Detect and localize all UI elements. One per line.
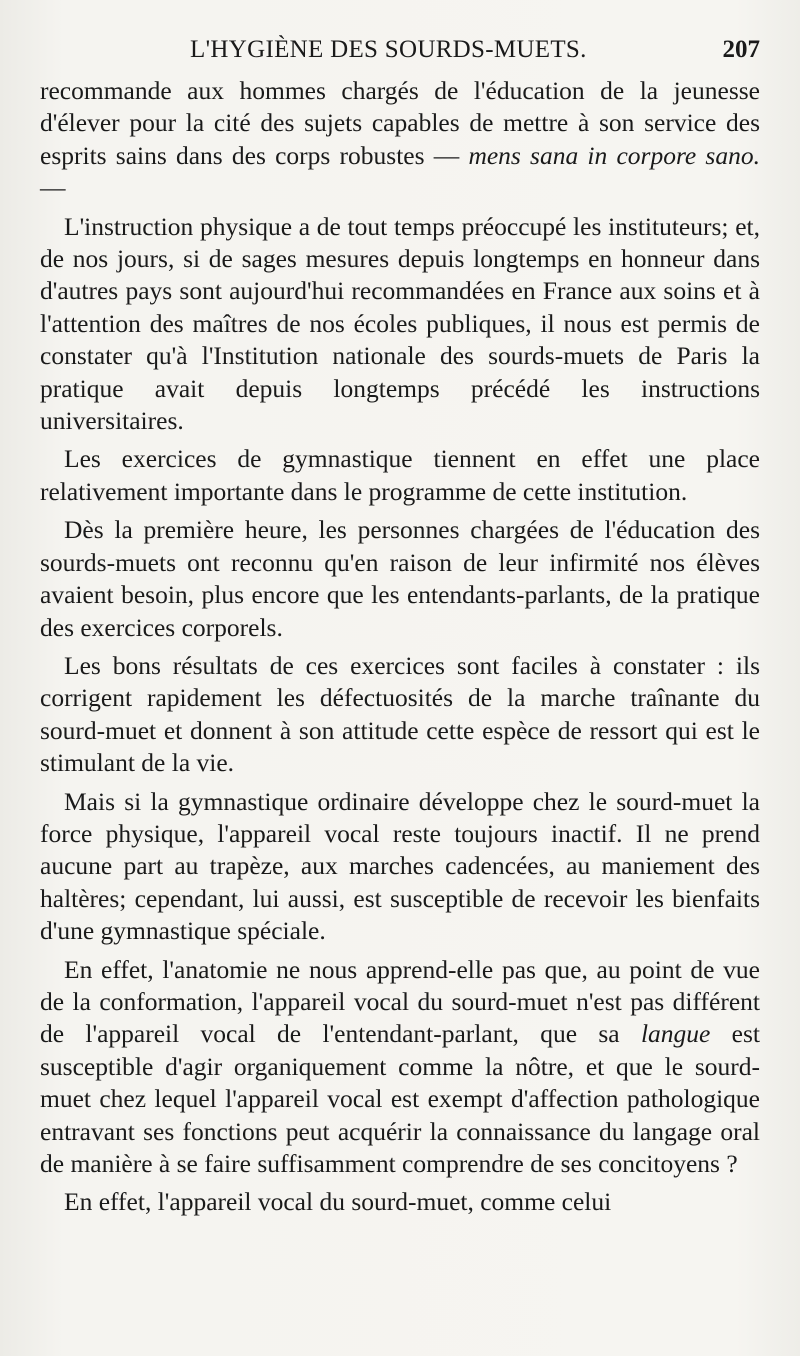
paragraph-5: Les bons résultats de ces exercices sont faciles à constater : ils corrigent rapidement les défectuosités de la marche traînante du sourd-muet et donnent à son attitude cette espèce de ressort qui est le stimulant de la vie.: [40, 650, 760, 778]
paragraph-7-text-b: est susceptible d'agir organiquement comme la nôtre, et que le sourd-muet chez lequel l'appareil vocal est exempt d'affection pathologique entravant ses fonctions peut acquérir la connaissance du langage oral de manière à se faire suffisamment comprendre de ses concitoyens ?: [40, 1019, 760, 1178]
paragraph-6: Mais si la gymnastique ordinaire développe chez le sourd-muet la force physique, l'appareil vocal reste toujours inactif. Il ne prend aucune part au trapèze, aux marches cadencées, au maniement des haltères; cependant, lui aussi, est susceptible de recevoir les bienfaits d'une gymnastique spéciale.: [40, 786, 760, 946]
paragraph-1-text-b: —: [40, 173, 66, 203]
body-text: [40, 75, 760, 1219]
paragraph-2: L'instruction physique a de tout temps préoccupé les instituteurs; et, de nos jours, si de sages mesures depuis longtemps en honneur dans d'autres pays sont aujourd'hui recommandées en France aux soins et à l'attention des maîtres de nos écoles publiques, il nous est permis de constater qu'à l'Institution nationale des sourds-muets de Paris la pratique avait depuis longtemps précédé les instructions universitaires.: [40, 211, 760, 436]
page-header: [40, 36, 760, 68]
paragraph-4: Dès la première heure, les personnes chargées de l'éducation des sourds-muets ont reconnu qu'en raison de leur infirmité nos élèves avaient besoin, plus encore que les entendants-parlants, de la pratique des exercices corporels.: [40, 515, 760, 642]
paragraph-1-text-a: recommande aux hommes chargés de l'éducation de la jeunesse d'élever pour la cité des sujets capables de mettre à son service des esprits sains dans des corps robustes —: [40, 76, 760, 170]
italic-word-langue: langue: [640, 1019, 711, 1049]
paragraph-8: En effet, l'appareil vocal du sourd-muet, comme celui: [64, 1187, 612, 1217]
running-title: L'HYGIÈNE DES SOURDS-MUETS.: [190, 36, 587, 63]
paragraph-1: [40, 75, 760, 205]
paragraph-3: Les exercices de gymnastique tiennent en effet une place relativement importante dans le programme de cette institution.: [40, 444, 760, 506]
page-number: 207: [722, 36, 760, 63]
paragraph-7-text-a: En effet, l'anatomie ne nous apprend-elle pas que, au point de vue de la conformation, l'appareil vocal du sourd-muet n'est pas différent de l'appareil vocal de l'entendant-parlant, que sa: [40, 954, 760, 1049]
paragraph-7: [40, 954, 760, 1181]
latin-quote: mens sana in corpore sano.: [468, 140, 760, 170]
